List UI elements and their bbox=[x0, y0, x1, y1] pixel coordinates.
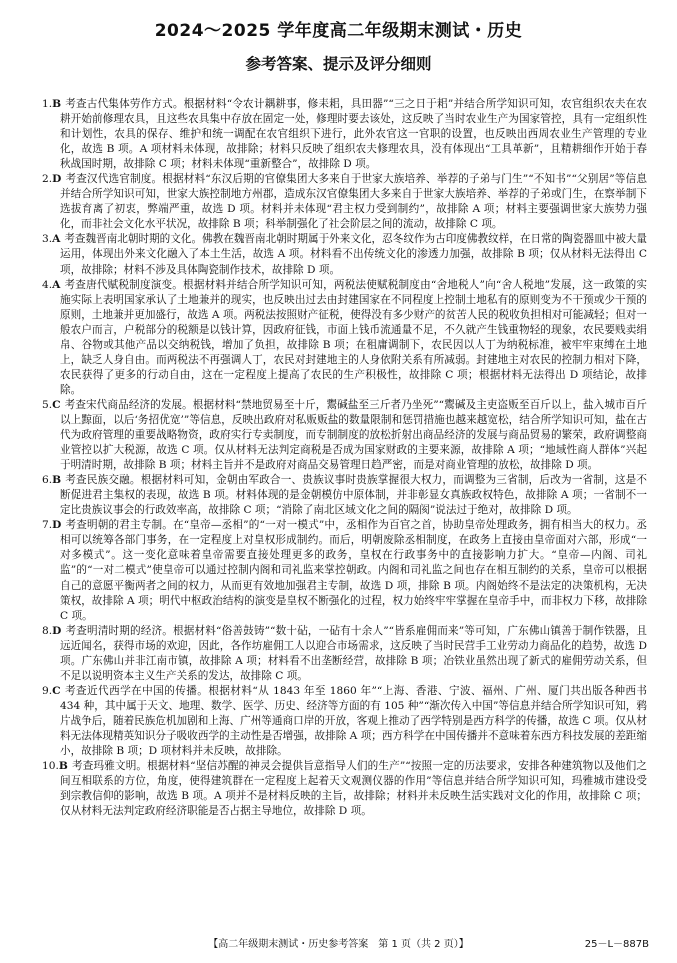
footer-page-info: 【高二年级期末测试・历史参考答案 第 1 页（共 2 页）】 bbox=[208, 939, 469, 950]
answer-item-9 bbox=[42, 684, 647, 759]
item-explanation: 考查古代集体劳作方式。根据材料“令农计耦耕事，修耒耜，具田器”“三之日于耜”并结合所学知识可知，农官组织农夫在农耕开始前修理农具，且这些农具集中存放在固定一处，修理时要去该处，这反映了当时农业生产为国家管控，具有一定组织性和计划性，农具的保存、维护和统一调配在农官组织下进行，此外农官这一官职的设置，也反映出西周农业生产管理的专业化，故选 B 项。A 项材料未体现，故排除；材料只反映了组织农夫修理农具，没有体现出“工具革新”，且精耕细作开始于春秋战国时期，故排除 C 项；材料未体现“重新整合”，故排除 D 项。 bbox=[60, 98, 647, 171]
answer-item-1 bbox=[42, 97, 647, 172]
item-number: 8. bbox=[42, 624, 53, 637]
item-explanation: 考查魏晋南北朝时期的文化。佛教在魏晋南北朝时期属于外来文化，忍冬纹作为古印度佛教纹样，在日常的陶瓷器皿中被大量运用，体现出外来文化融入了本土生活，故选 A 项。材料看不出传统文化的渗透力加强，故排除 B 项；仅从材料无法得出 C 项，故排除；材料不涉及具体陶瓷制作技术，故排除 D 项。 bbox=[60, 233, 647, 276]
item-explanation: 考查明朝的君主专制。在“皇帝—丞相”的“一对一模式”中，丞相作为百官之首，协助皇帝处理政务，拥有相当大的权力。丞相可以统筹各部门事务，在一定程度上对皇权形成制约。而后，明朝废除丞相制度，在政务上直接由皇帝面对六部，形成“一对多模式”。这一变化意味着皇帝需要直接处理更多的政务，皇权在行政事务中的直接影响力扩大。“皇帝—内阁、司礼监”的“一对二模式”使皇帝可以通过控制内阁和司礼监来掌控朝政。内阁和司礼监之间也存在相互制约的关系，皇帝可以根据自己的意愿平衡两者之间的权力，从而更有效地加强君主专制，故选 D 项，排除 B 项。内阁始终不是法定的决策机构，无决策权，故排除 A 项；明代中枢政治结构的演变是皇权不断强化的过程，权力始终牢牢掌握在皇帝手中，而非权力下移，故排除 C 项。 bbox=[60, 519, 647, 622]
item-number: 1. bbox=[42, 98, 53, 110]
item-explanation: 考查明清时期的经济。根据材料“俗善鼓铸”“数十砧，一砧有十余人”“皆系雇佣而来”等可知，广东佛山镇善于制作铁器，且远近闻名，获得市场的欢迎，因此，各作坊雇佣工人以迎合市场需求，这反映了当时民营手工业劳动力商品化的趋势，故选 D 项。广东佛山并非江南市镇，故排除 A 项；材料看不出垄断经营，故排除 B 项；冶铁业虽然出现了新式的雇佣劳动关系，但不足以说明资本主义生产关系的发达，故排除 C 项。 bbox=[60, 624, 647, 682]
item-number: 3. bbox=[42, 233, 53, 246]
item-answer: B bbox=[52, 474, 62, 487]
item-number: 10. bbox=[42, 760, 59, 773]
item-number: 4. bbox=[42, 278, 53, 291]
item-answer: A bbox=[52, 278, 61, 291]
page-title: 2024～2025 学年度高二年级期末测试・历史 bbox=[154, 21, 523, 41]
answer-item-7 bbox=[42, 518, 647, 623]
answer-item-3 bbox=[42, 232, 647, 277]
item-number: 6. bbox=[42, 474, 53, 487]
item-answer: D bbox=[52, 519, 62, 532]
item-explanation: 考查宋代商品经济的发展。根据材料“禁地贸易至十斤，鬻碱盐至三斤者乃坐死”“鬻碱及主吏盗贩至百斤以上，盐入城市百斤以上黥面，以后‘务招优宽’”等信息，反映出政府对私贩贩盐的数量限制和惩罚措施也越来越宽松，结合所学知识可知，盐在古代为政府管理的重要战略物资，政府实行专卖制度，而专制制度的放松折射出商品经济的发展与商品贸易的繁荣，政府调整商业管控以扩大税源，故选 C 项。仅从材料无法判定商税是否成为国家财政的主要来源，故排除 A 项；“地域性商人群体”兴起于明清时期，故排除 B 项；材料主旨并不是政府对商品交易管理日趋严密，而是对商业管理的放松，故排除 D 项。 bbox=[60, 398, 647, 472]
item-answer: B bbox=[52, 98, 62, 110]
item-answer: B bbox=[58, 760, 68, 773]
item-explanation: 考查民族交融。根据材料可知，金朝由军政合一、贵族议事时贵族掌握很大权力，而调整为三省制，后改为一省制，这是不断促进君主集权的表现，故选 B 项。材料体现的是金朝模仿中原体制，并非彰显女真族政权特色，故排除 A 项；一省制不一定比贵族议事会的行政效率高，故排除 C 项；“消除了南北区域文化之间的隔阂”说法过于绝对，故排除 D 项。 bbox=[60, 474, 647, 517]
item-number: 9. bbox=[42, 684, 53, 697]
answer-item-5 bbox=[42, 398, 647, 473]
item-answer: D bbox=[52, 624, 62, 637]
item-explanation: 考查唐代赋税制度演变。根据材料并结合所学知识可知，两税法使赋税制度由“舍地税人”向“舍人税地”发展，这一政策的实施实际上表明国家承认了土地兼并的现实，也反映出过去由封建国家在不同程度上控制土地私有的原则变为不干预或少干预的原则，土地兼并更加盛行，故选 A 项。两税法按照财产征税，使得没有多少财产的贫苦人民的税收负担相对可能减轻；但对一般农户而言，户税部分的税额是以钱计算，因政府征钱，市面上钱币流通量不足，不久就产生钱重物轻的现象，农民要贱卖绢帛、谷物或其他产品以交纳税钱，增加了负担，故排除 B 项；在租庸调制下，农民因以人丁为纳税标准，被牢牢束缚在土地上，缺乏人身自由。而两税法不再强调人丁，农民对封建地主的人身依附关系有所减弱。封建地主对农民的控制力相对下降，农民获得了更多的行动自由，这在一定程度上提高了农民的生产积极性，故排除 C 项；根据材料无法得出 D 项结论，故排除。 bbox=[60, 278, 647, 396]
footer-doc-code: 25－L－887B bbox=[584, 939, 649, 950]
answer-item-6 bbox=[42, 473, 647, 518]
item-number: 2. bbox=[42, 173, 53, 186]
answer-item-2 bbox=[42, 172, 647, 232]
item-answer: A bbox=[52, 233, 61, 246]
item-answer: C bbox=[52, 398, 61, 411]
item-explanation: 考查玛雅文明。根据材料“坚信苏醒的神灵会提供旨意指导人们的生产”“按照一定的历法要求，安排各种建筑物以及他们之间互相联系的方位，角度，使得建筑群在一定程度上起着天文观测仪器的作用”等信息并结合所学知识可知，玛雅城市建设受到宗教信仰的影响，故选 B 项。A 项并不是材料反映的主旨，故排除；材料并未反映生活实践对文化的作用，故排除 C 项；仅从材料无法判定政府经济职能是否占据主导地位，故排除 D 项。 bbox=[60, 760, 647, 818]
item-answer: C bbox=[52, 684, 61, 697]
item-number: 5. bbox=[42, 398, 53, 411]
answer-list bbox=[42, 97, 647, 819]
item-explanation: 考查近代西学在中国的传播。根据材料“从 1843 年至 1860 年”“上海、香港、宁波、福州、广州、厦门共出版各种西书 434 种，其中属于天文、地理、数学、医学、历史、经济等方面的有 105 种”“渐次传入中国”等信息并结合所学知识可知，鸦片战争后，随着民族危机加剧和上海、广州等通商口岸的开放，客观上推动了西学特别是西方科学的传播，故选 C 项。仅从材料无法体现精英知识分子吸收西学的主动性是否增强，故排除 A 项；西方科学在中国传播并不意味着东西方科技发展的差距缩小，故排除 B 项；D 项材料并未反映，故排除。 bbox=[60, 684, 647, 758]
answer-item-10 bbox=[42, 759, 647, 819]
item-explanation: 考查汉代选官制度。根据材料“东汉后期的官僚集团大多来自于世家大族培养、举荐的子弟与门生”“不知书”“父别居”等信息并结合所学知识可知，世家大族控制地方州郡，造成东汉官僚集团大多来自于世家大族培养、举荐的子弟或门生，在察举制下选拔育离了初衷，弊端严重，故选 D 项。材料并未体现“君主权力受到制约”，故排除 A 项；材料主要强调世家大族势力强化，而非社会文化水平状况，故排除 B 项；科举制强化了社会阶层之间的流动，故排除 C 项。 bbox=[60, 173, 647, 231]
answer-item-8 bbox=[42, 624, 647, 684]
item-number: 7. bbox=[42, 519, 53, 532]
answer-item-4 bbox=[42, 278, 647, 398]
page-subtitle: 参考答案、提示及评分细则 bbox=[245, 55, 432, 73]
item-answer: D bbox=[52, 173, 62, 186]
